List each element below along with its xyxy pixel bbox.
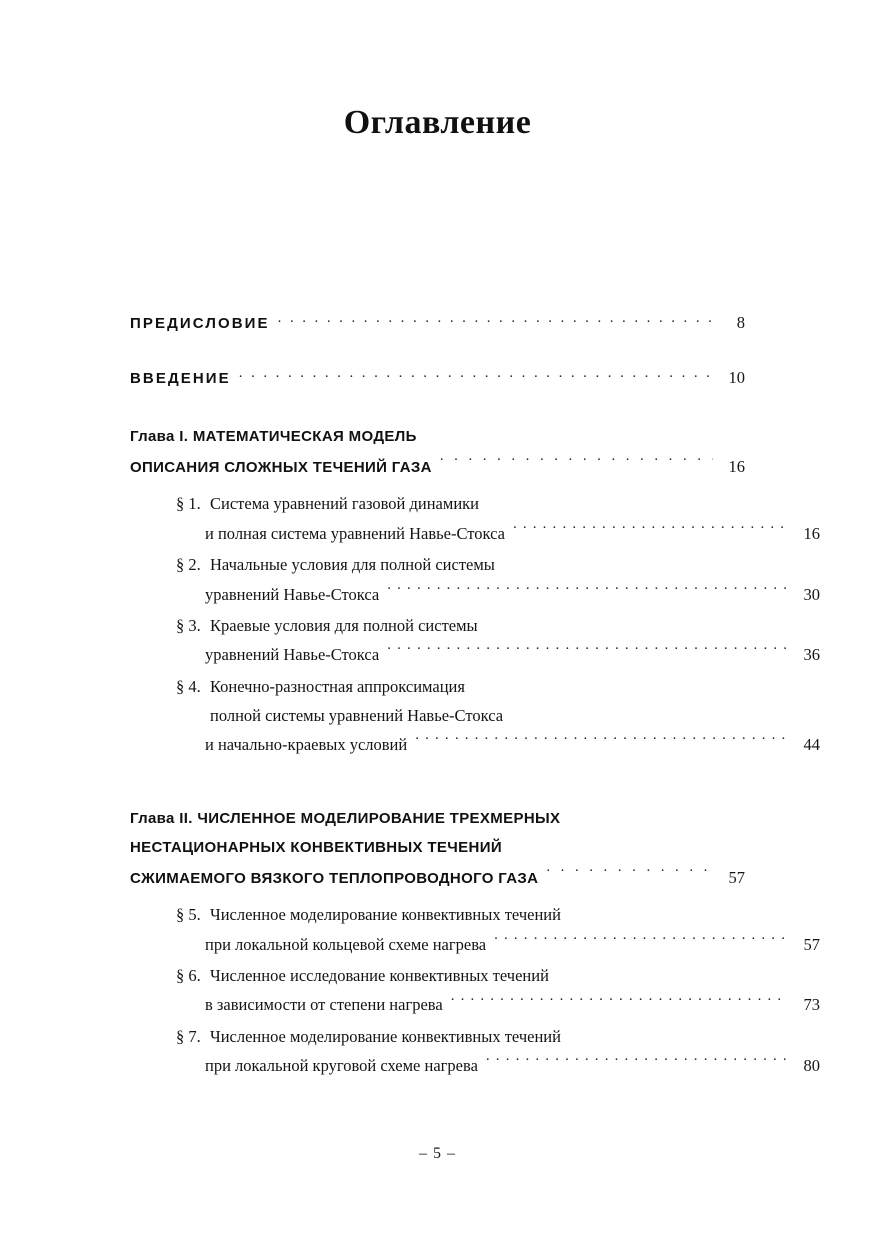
toc-chapter-title-line: Глава I. МАТЕМАТИЧЕСКАЯ МОДЕЛЬ <box>130 428 417 445</box>
toc-section-page: 30 <box>803 584 820 604</box>
toc-section-6[interactable] <box>130 961 820 1020</box>
dot-leader <box>239 367 713 383</box>
toc-section-line <box>130 701 745 730</box>
dot-leader <box>440 456 713 472</box>
toc-section-first-line <box>130 611 745 640</box>
toc-section-first-line <box>130 489 745 518</box>
toc-section-page: 57 <box>803 934 820 954</box>
toc-section-text: при локальной круговой схеме нагрева <box>205 1056 478 1076</box>
toc-section-2[interactable] <box>130 550 820 609</box>
toc-chapter-2[interactable] <box>130 804 745 895</box>
toc-section-text: уравнений Навье-Стокса <box>205 645 380 665</box>
toc-section-4[interactable] <box>130 672 820 760</box>
toc-sections-chapter-1 <box>130 489 820 759</box>
toc-entry-preface[interactable] <box>130 312 745 333</box>
toc-section-page: 36 <box>803 645 820 665</box>
toc-chapter-title-line: Глава II. ЧИСЛЕННОЕ МОДЕЛИРОВАНИЕ ТРЕХМЕРНЫХ <box>130 809 561 827</box>
toc-section-first-line <box>130 900 745 929</box>
toc-section-page: 44 <box>803 735 820 755</box>
toc-chapter-page: 57 <box>728 868 745 888</box>
page-title: Оглавление <box>343 104 532 141</box>
dot-leader <box>546 867 713 883</box>
toc-section-text: при локальной кольцевой схеме нагрева <box>205 934 487 954</box>
toc-entry-label: ПРЕДИСЛОВИЕ <box>130 315 270 332</box>
toc-section-first-line <box>130 1022 745 1051</box>
toc-section-page: 80 <box>803 1056 820 1076</box>
dot-leader <box>494 934 788 950</box>
dot-leader <box>415 734 788 750</box>
toc-section-text: в зависимости от степени нагрева <box>205 995 443 1015</box>
toc-entry-page: 8 <box>736 313 745 332</box>
toc-entry-introduction[interactable] <box>130 367 745 388</box>
toc-section-text: Конечно-разностная аппроксимация <box>210 676 465 696</box>
toc-section-page: 16 <box>803 523 820 543</box>
dot-leader <box>278 312 713 328</box>
toc-section-text: уравнений Навье-Стокса <box>205 584 380 604</box>
toc-section-7[interactable] <box>130 1022 820 1081</box>
toc-section-text: Краевые условия для полной системы <box>210 615 478 635</box>
table-of-contents <box>130 312 820 1080</box>
toc-chapter-1[interactable] <box>130 422 745 483</box>
toc-entry-page: 10 <box>728 368 745 387</box>
toc-section-text: и полная система уравнений Навье-Стокса <box>205 523 505 543</box>
toc-section-marker: § 1. <box>176 494 201 514</box>
dot-leader <box>387 644 788 660</box>
toc-section-text: Начальные условия для полной системы <box>210 555 495 575</box>
toc-chapter-title-line: СЖИМАЕМОГО ВЯЗКОГО ТЕПЛОПРОВОДНОГО ГАЗА <box>130 870 539 888</box>
dot-leader <box>513 523 788 539</box>
dot-leader <box>451 994 788 1010</box>
dot-leader <box>486 1055 788 1071</box>
spacer <box>130 762 745 774</box>
toc-section-1[interactable] <box>130 489 820 548</box>
toc-section-first-line <box>130 550 745 579</box>
toc-chapter-title-line: НЕСТАЦИОНАРНЫХ КОНВЕКТИВНЫХ ТЕЧЕНИЙ <box>130 838 502 856</box>
toc-section-5[interactable] <box>130 900 820 959</box>
dot-leader <box>387 584 788 600</box>
toc-section-text: и начально-краевых условий <box>205 735 408 755</box>
toc-section-text: Система уравнений газовой динамики <box>210 494 479 514</box>
toc-section-first-line <box>130 961 745 990</box>
page-number: – 5 – <box>419 1145 456 1162</box>
toc-sections-chapter-2 <box>130 900 820 1080</box>
toc-section-text: Численное исследование конвективных течений <box>210 966 549 986</box>
toc-section-marker: § 2. <box>176 555 201 575</box>
toc-section-first-line <box>130 672 745 701</box>
toc-section-marker: § 6. <box>176 966 201 986</box>
toc-section-marker: § 3. <box>176 615 201 635</box>
toc-section-marker: § 5. <box>176 905 201 925</box>
toc-chapter-page: 16 <box>728 457 745 477</box>
toc-section-marker: § 4. <box>176 676 201 696</box>
toc-section-text: Численное моделирование конвективных течений <box>210 905 561 925</box>
toc-section-marker: § 7. <box>176 1026 201 1046</box>
toc-section-text: Численное моделирование конвективных течений <box>210 1026 561 1046</box>
toc-section-3[interactable] <box>130 611 820 670</box>
toc-entry-label: ВВЕДЕНИЕ <box>130 370 231 387</box>
toc-section-text: полной системы уравнений Навье-Стокса <box>210 705 504 725</box>
toc-chapter-title-line: ОПИСАНИЯ СЛОЖНЫХ ТЕЧЕНИЙ ГАЗА <box>130 459 432 477</box>
toc-section-page: 73 <box>803 995 820 1015</box>
